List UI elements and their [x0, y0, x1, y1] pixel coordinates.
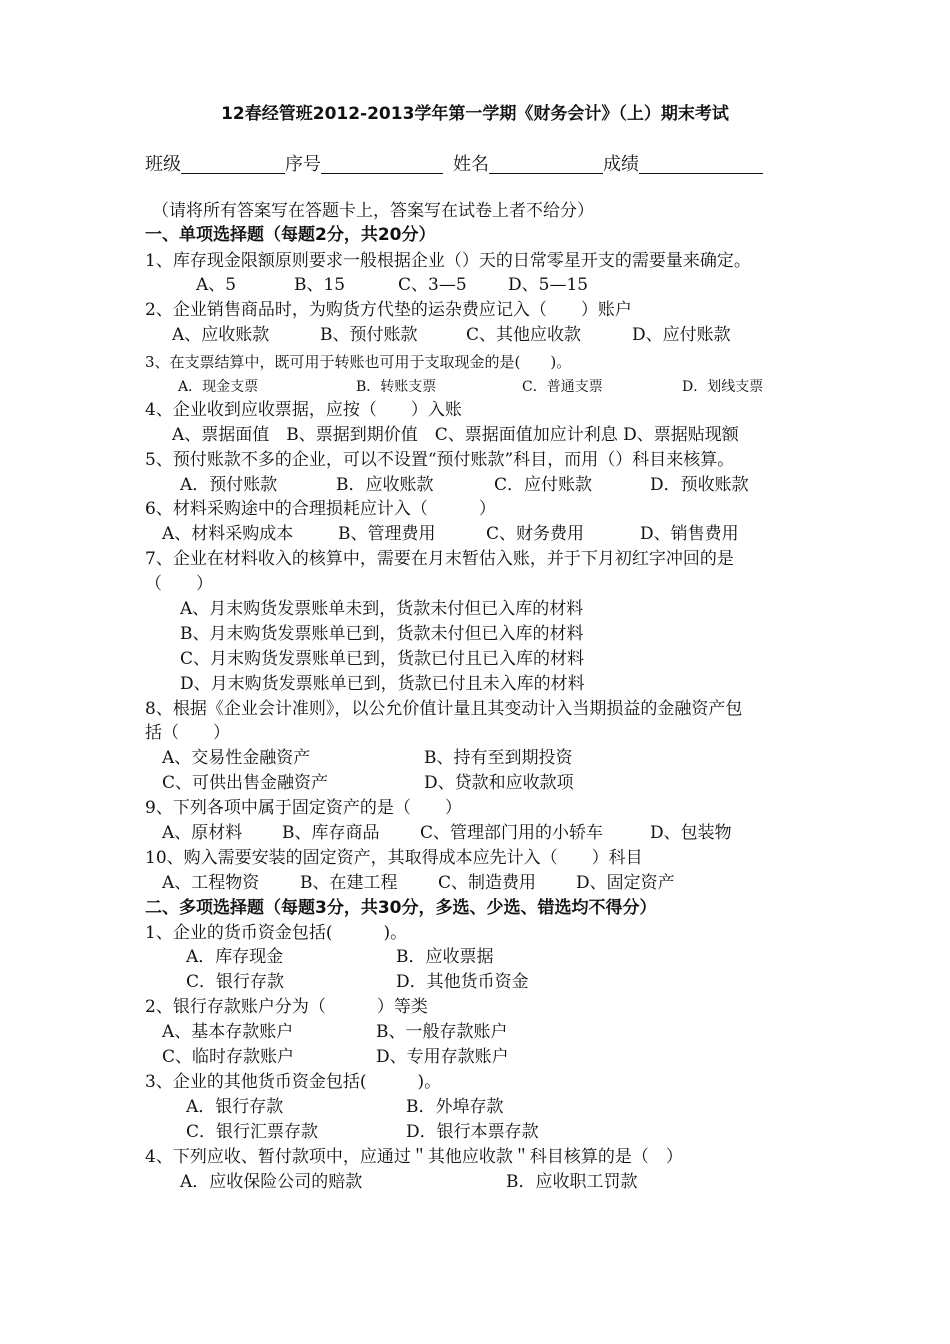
q3-option-a: A．现金支票: [178, 379, 259, 395]
q9-option-c: C、管理部门用的小轿车: [420, 823, 604, 843]
multi-question-4: 4、下列应收、暂付款项中，应通过＂其他应收款＂科目核算的是（ ）: [145, 1147, 683, 1167]
question-7: 7、企业在材料收入的核算中，需要在月末暂估入账，并于下月初红字冲回的是: [145, 549, 734, 569]
q6-option-c: C、财务费用: [486, 524, 585, 544]
m2-option-b: B、一般存款账户: [376, 1022, 508, 1042]
question-2: 2、企业销售商品时，为购货方代垫的运杂费应记入（ ）账户: [145, 300, 632, 320]
name-blank[interactable]: [489, 155, 603, 174]
q7-option-a: A、月末购货发票账单未到，货款未付但已入库的材料: [180, 599, 584, 619]
q5-option-d: D．预收账款: [650, 475, 749, 495]
instruction: （请将所有答案写在答题卡上，答案写在试卷上者不给分）: [152, 201, 594, 221]
question-3: 3、在支票结算中，既可用于转账也可用于支取现金的是( )。: [145, 353, 572, 371]
q8-option-b: B、持有至到期投资: [424, 748, 573, 768]
question-6: 6、材料采购途中的合理损耗应计入（ ）: [145, 499, 496, 519]
m1-option-c: C．银行存款: [186, 972, 285, 992]
q1-option-c: C、3—5: [398, 275, 467, 295]
q1-option-b: B、15: [294, 275, 346, 295]
q2-option-b: B、预付账款: [320, 325, 418, 345]
number-label: 序号: [285, 154, 321, 175]
q10-option-d: D、固定资产: [576, 873, 675, 893]
question-7-continued: （ ）: [145, 574, 213, 594]
q6-option-b: B、管理费用: [338, 524, 436, 544]
q7-option-d: D、月末购货发票账单已到，货款已付且未入库的材料: [180, 674, 585, 694]
q2-option-a: A、应收账款: [172, 325, 270, 345]
m2-option-d: D、专用存款账户: [376, 1047, 509, 1067]
question-4: 4、企业收到应收票据，应按（ ）入账: [145, 400, 462, 420]
q3-option-c: C．普通支票: [522, 379, 603, 395]
m4-option-b: B．应收职工罚款: [506, 1172, 638, 1192]
q9-option-b: B、库存商品: [282, 823, 380, 843]
q10-option-b: B、在建工程: [300, 873, 398, 893]
q8-option-c: C、可供出售金融资产: [162, 773, 329, 793]
q10-option-c: C、制造费用: [438, 873, 537, 893]
q10-option-a: A、工程物资: [162, 873, 260, 893]
question-5: 5、预付账款不多的企业，可以不设置“预付账款”科目，而用（）科目来核算。: [145, 450, 735, 470]
student-info-fields: [145, 150, 763, 176]
score-label: 成绩: [603, 154, 639, 175]
name-label: 姓名: [453, 154, 489, 175]
q6-option-a: A、材料采购成本: [162, 524, 294, 544]
m3-option-d: D．银行本票存款: [406, 1122, 539, 1142]
m4-option-a: A．应收保险公司的赔款: [180, 1172, 363, 1192]
exam-title: 12春经管班2012-2013学年第一学期《财务会计》（上）期末考试: [221, 104, 729, 124]
q5-option-a: A．预付账款: [180, 475, 278, 495]
section2-heading: 二、多项选择题（每题3分，共30分，多选、少选、错选均不得分）: [145, 898, 657, 918]
q2-option-c: C、其他应收款: [466, 325, 582, 345]
question-8-continued: 括（ ）: [145, 723, 230, 743]
question-8: 8、根据《企业会计准则》，以公允价值计量且其变动计入当期损益的金融资产包: [145, 699, 743, 719]
q1-option-a: A、5: [196, 275, 237, 295]
score-blank[interactable]: [639, 155, 763, 174]
m3-option-b: B．外埠存款: [406, 1097, 504, 1117]
question-1: 1、库存现金限额原则要求一般根据企业（）天的日常零星开支的需要量来确定。: [145, 251, 751, 271]
class-blank[interactable]: [181, 155, 285, 174]
m1-option-d: D．其他货币资金: [396, 972, 529, 992]
question-10: 10、购入需要安装的固定资产，其取得成本应先计入（ ）科目: [145, 848, 643, 868]
q5-option-c: C．应付账款: [494, 475, 593, 495]
q3-option-d: D．划线支票: [682, 379, 764, 395]
q6-option-d: D、销售费用: [640, 524, 739, 544]
q7-option-b: B、月末购货发票账单已到，货款未付但已入库的材料: [180, 624, 584, 644]
number-blank[interactable]: [321, 155, 443, 174]
q3-option-b: B．转账支票: [356, 379, 437, 395]
q8-option-a: A、交易性金融资产: [162, 748, 311, 768]
q7-option-c: C、月末购货发票账单已到，货款已付且已入库的材料: [180, 649, 585, 669]
q9-option-a: A、原材料: [162, 823, 243, 843]
q4-options: A、票据面值 B、票据到期价值 C、票据面值加应计利息 D、票据贴现额: [172, 425, 739, 445]
q2-option-d: D、应付账款: [632, 325, 731, 345]
m2-option-a: A、基本存款账户: [162, 1022, 294, 1042]
question-9: 9、下列各项中属于固定资产的是（ ）: [145, 798, 462, 818]
q5-option-b: B．应收账款: [336, 475, 434, 495]
m3-option-c: C．银行汇票存款: [186, 1122, 319, 1142]
class-label: 班级: [145, 154, 181, 175]
section1-heading: 一、单项选择题（每题2分，共20分）: [145, 225, 436, 245]
m2-option-c: C、临时存款账户: [162, 1047, 295, 1067]
q1-option-d: D、5—15: [508, 275, 589, 295]
m1-option-b: B．应收票据: [396, 947, 494, 967]
q9-option-d: D、包装物: [650, 823, 732, 843]
multi-question-2: 2、银行存款账户分为（ ）等类: [145, 997, 428, 1017]
m1-option-a: A．库存现金: [186, 947, 284, 967]
q8-option-d: D、贷款和应收款项: [424, 773, 574, 793]
multi-question-1: 1、企业的货币资金包括( )。: [145, 923, 408, 943]
m3-option-a: A．银行存款: [186, 1097, 284, 1117]
multi-question-3: 3、企业的其他货币资金包括( )。: [145, 1072, 442, 1092]
